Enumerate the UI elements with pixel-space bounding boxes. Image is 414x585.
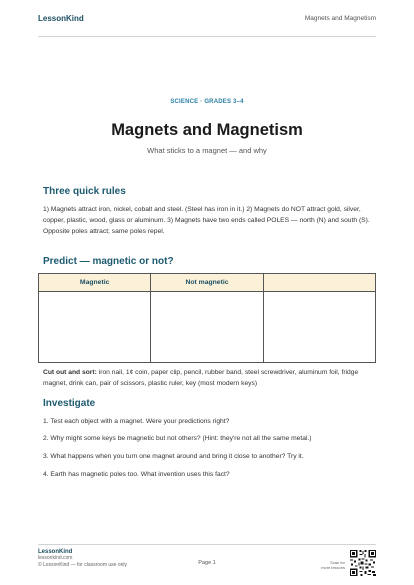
sort-label: Cut out and sort: xyxy=(43,369,97,376)
subject-kicker: SCIENCE · GRADES 3–4 xyxy=(170,99,244,105)
header-divider xyxy=(38,36,376,37)
scan-caption: Scan for more lessons xyxy=(321,560,345,570)
qr-code-icon xyxy=(350,550,376,576)
footer-url: lessonkind.com xyxy=(38,555,73,561)
page-header xyxy=(0,0,414,36)
page-footer xyxy=(38,549,376,579)
sort-table-body xyxy=(39,292,375,362)
sort-cell-not-magnetic xyxy=(151,292,263,362)
sort-table-header xyxy=(39,274,375,292)
predict-heading: Predict — magnetic or not? xyxy=(43,256,174,267)
column-header-not-magnetic: Not magnetic xyxy=(151,274,263,291)
page-subtitle: What sticks to a magnet — and why xyxy=(147,146,267,155)
investigate-heading: Investigate xyxy=(43,398,96,409)
sort-cell-blank xyxy=(264,292,375,362)
footer-brand: LessonKind xyxy=(38,549,73,555)
question-1: 1. Test each object with a magnet. Were your predictions right? xyxy=(43,418,230,425)
header-doc-title: Magnets and Magnetism xyxy=(304,14,376,22)
footer-divider xyxy=(38,544,376,545)
question-2: 2. Why might some keys be magnetic but not others? (Hint: they're not all the same metal.) xyxy=(43,435,312,442)
footer-copyright: © LessonKind — for classroom use only xyxy=(38,562,128,568)
sort-items: iron nail, 1¢ coin, paper clip, pencil, rubber band, steel screwdriver, aluminum foil, fridge magnet, drink can, pair of scissors, plastic ruler, key (most modern keys) xyxy=(43,369,359,387)
rules-heading: Three quick rules xyxy=(43,186,126,197)
question-4: 4. Earth has magnetic poles too. What invention uses this fact? xyxy=(43,471,230,478)
brand-logo-text: LessonKind xyxy=(38,13,84,23)
page-number: Page 1 xyxy=(198,560,216,566)
question-3: 3. What happens when you turn one magnet around and bring it close to another? Try it. xyxy=(43,453,304,460)
page-title: Magnets and Magnetism xyxy=(111,121,303,139)
sort-instructions xyxy=(43,367,375,389)
column-header-magnetic: Magnetic xyxy=(39,274,151,291)
rules-text: 1) Magnets attract iron, nickel, cobalt and steel. (Steel has iron in it.) 2) Magnets do NOT attract gold, silver, copper, plastic, wood, glass or aluminum. 3) Magnets have two ends called POLES — north (N) and south (S). Opposite poles attract; same poles repel. xyxy=(43,206,370,235)
column-header-blank xyxy=(264,274,375,291)
sort-cell-magnetic xyxy=(39,292,151,362)
sort-table xyxy=(38,273,376,363)
